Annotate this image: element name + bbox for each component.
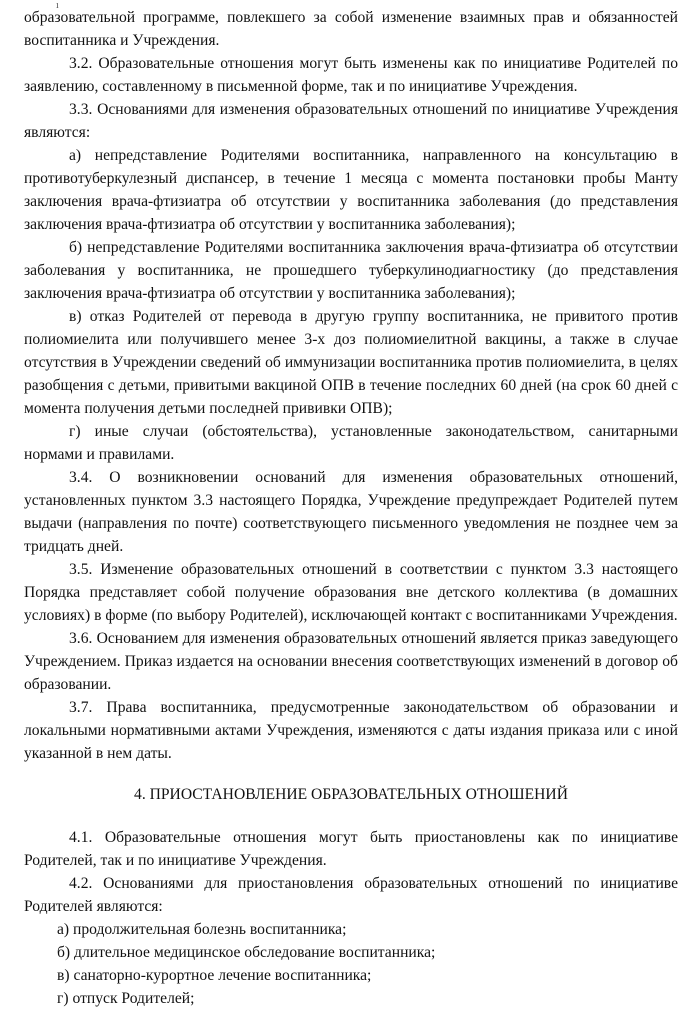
paragraph: 3.2. Образовательные отношения могут быть изменены как по инициативе Родителей по заявлению, составленному в письменной форме, так и по инициативе Учреждения. [24,55,678,95]
list-item: б) длительное медицинское обследование воспитанника; [57,944,436,961]
paragraph: 4.2. Основаниями для приостановления образовательных отношений по инициативе Родителей являются: [24,875,678,915]
paragraph: 3.7. Права воспитанника, предусмотренные законодательством об образовании и локальными нормативными актами Учреждения, изменяются с даты издания приказа или с иной указанной в нем даты. [24,699,678,762]
list-item: в) отказ Родителей от перевода в другую группу воспитанника, не привитого против полиомиелита или получившего менее 3-х доз полиомиелитной вакцины, а также в случае отсутствия в Учреждении сведений об иммунизации воспитанника против полиомиелита, в целях разобщения с детьми, привитыми вакциной ОПВ в течение последних 60 дней (на срок 60 дней с момента получения детьми последней прививки ОПВ); [24,308,678,417]
paragraph: 3.5. Изменение образовательных отношений в соответствии с пунктом 3.3 настоящего Порядка представляет собой получение образования вне детского коллектива (в домашних условиях) в форме (по выбору Родителей), исключающей контакт с воспитанниками Учреждения. [24,561,678,624]
scan-mark: ı [56,0,59,11]
list-item: б) непредставление Родителями воспитанника заключения врача-фтизиатра об отсутствии заболевания у воспитанника, не прошедшего туберкулинодиагностику (до представления заключения врача-фтизиатра об отсутствии у воспитанника заболевания); [24,239,678,302]
section-3-continued [24,6,678,765]
paragraph: 4.1. Образовательные отношения могут быть приостановлены как по инициативе Родителей, так и по инициативе Учреждения. [24,829,678,869]
paragraph: 3.6. Основанием для изменения образовательных отношений является приказ заведующего Учреждением. Приказ издается на основании внесения соответствующих изменений в договор об образовании. [24,630,678,693]
list-item: в) санаторно-курортное лечение воспитанника; [57,967,372,984]
section-4 [24,826,678,1010]
paragraph: 3.3. Основаниями для изменения образовательных отношений по инициативе Учреждения являются: [24,101,678,141]
list-item: а) продолжительная болезнь воспитанника; [57,921,347,938]
paragraph: образовательной программе, повлекшего за собой изменение взаимных прав и обязанностей воспитанника и Учреждения. [24,9,678,49]
paragraph: 3.4. О возникновении оснований для изменения образовательных отношений, установленных пунктом 3.3 настоящего Порядка, Учреждение предупреждает Родителей путем выдачи (направления по почте) соответствующего письменного уведомления не позднее чем за тридцать дней. [24,469,678,555]
section-heading: 4. ПРИОСТАНОВЛЕНИЕ ОБРАЗОВАТЕЛЬНЫХ ОТНОШЕНИЙ [134,786,568,803]
list-item: а) непредставление Родителями воспитанника, направленного на консультацию в противотуберкулезный диспансер, в течение 1 месяца с момента постановки пробы Манту заключения врача-фтизиатра об отсутствии у воспитанника заболевания (до представления заключения врача-фтизиатра об отсутствии у воспитанника заболевания); [24,147,678,233]
list-item: г) отпуск Родителей; [57,990,195,1007]
list-item: г) иные случаи (обстоятельства), установленные законодательством, санитарными нормами и правилами. [24,423,678,463]
